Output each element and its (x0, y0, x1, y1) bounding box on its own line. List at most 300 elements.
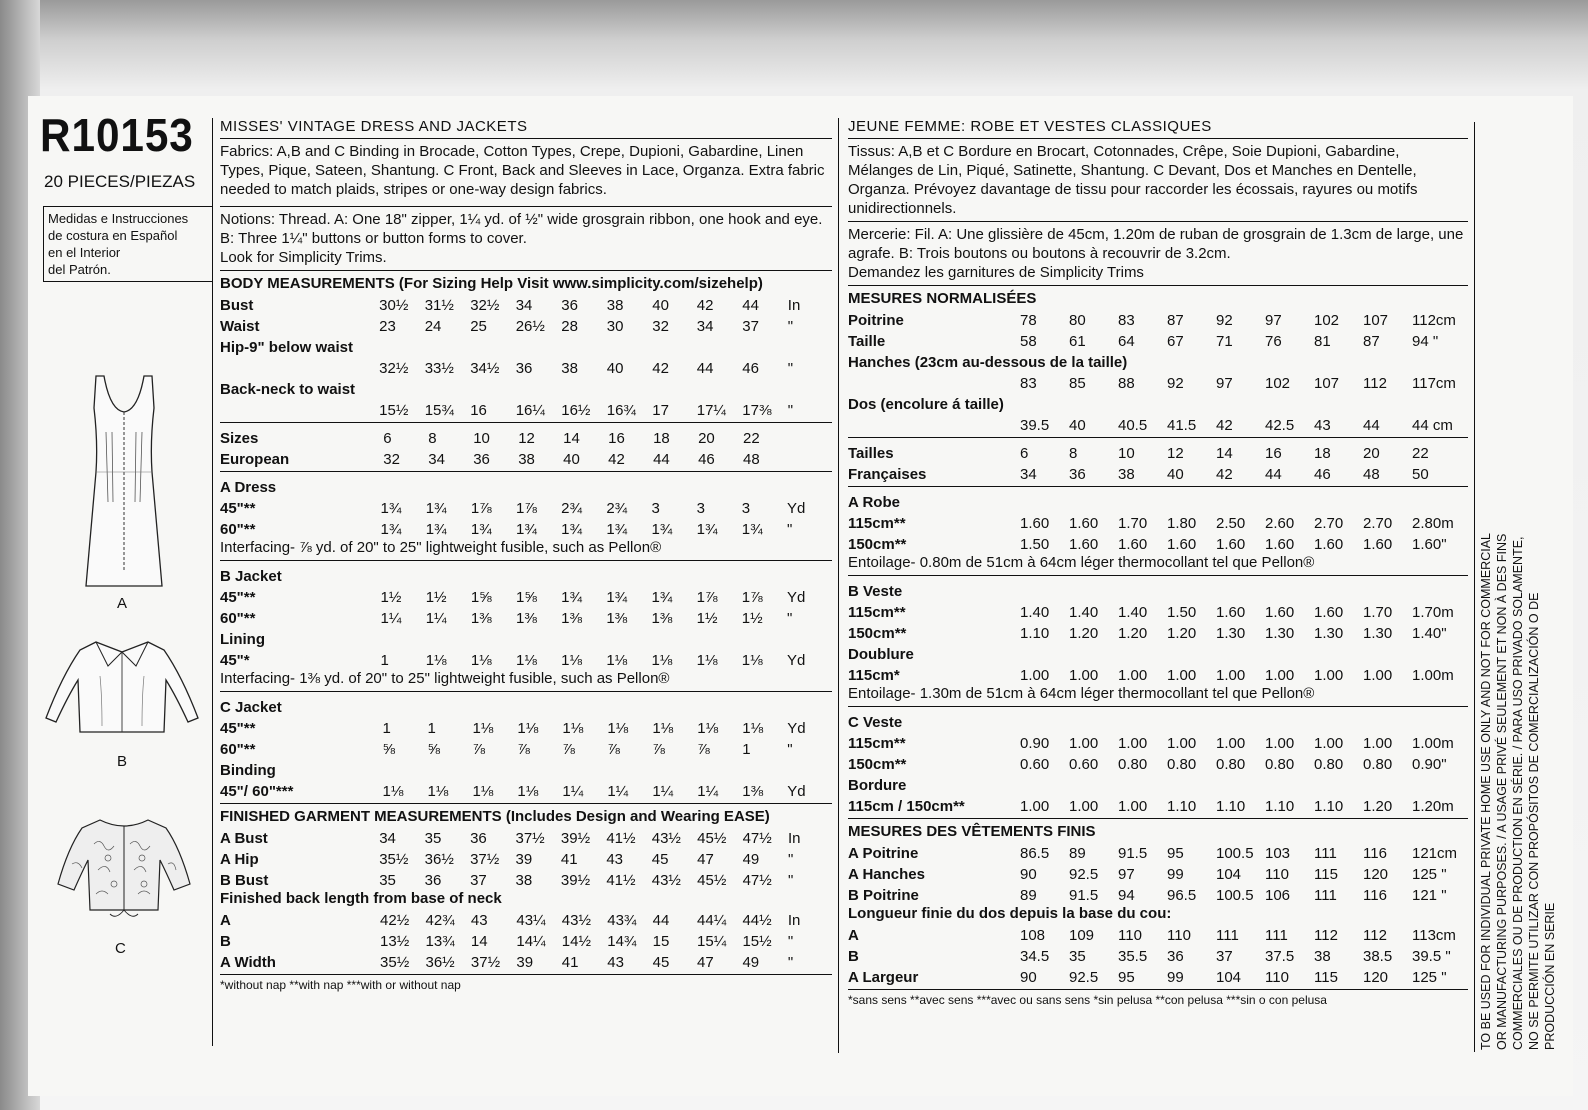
table-cell: 20 (698, 430, 715, 447)
table-cell: 110 (1167, 927, 1191, 944)
table-cell: 16¾ (606, 402, 636, 419)
table-cell: 34 (515, 297, 533, 314)
table-cell: 37 (1216, 948, 1233, 965)
table-cell: 1.20m (1412, 798, 1454, 815)
table-cell: " (787, 402, 794, 419)
table-row (220, 826, 832, 847)
table-cell: 115 (1314, 969, 1338, 986)
table-cell: 1⅞ (516, 500, 537, 517)
table-cell: 36 (1069, 466, 1086, 483)
table-cell: 1⅛ (742, 720, 764, 737)
table-cell: 90 (1020, 969, 1037, 986)
table-row (848, 579, 1461, 600)
table-cell: 35 (424, 830, 442, 847)
table-cell: 8 (428, 430, 437, 447)
table-cell: 1.50 (1167, 604, 1197, 621)
table-row (848, 329, 1461, 350)
table-cell: 1¾ (651, 589, 673, 606)
table-cell: " (786, 521, 793, 538)
table-cell: 87 (1363, 333, 1380, 350)
table-cell: 43½ (651, 872, 681, 889)
table-cell: 42½ (380, 912, 410, 929)
table-cell: 113cm (1412, 927, 1456, 944)
table-row (848, 794, 1461, 815)
divider (220, 138, 832, 139)
row-label: 115cm* (848, 667, 900, 684)
french-tissus: Tissus: A,B et C Bordure en Brocart, Cotonnades, Crêpe, Soie Dupioni, Gabardine, Mélanges de Lin, Piqué, Satinette, Shantung. C Devant, Dos et Manches en Dentelle, Organza. Prévoyez davantage de tissu pour raccorder les écossais, rayures ou motifs unidirectionnels. (848, 143, 1418, 217)
table-cell: 36 (470, 830, 487, 847)
table-cell: 1¾ (606, 589, 628, 606)
table-cell: 61 (1069, 333, 1086, 350)
english-body-table (220, 293, 832, 419)
table-cell: 1.60 (1314, 604, 1344, 621)
table-cell: 1½ (696, 610, 718, 627)
row-label: 60"** (220, 741, 256, 758)
divider (220, 691, 832, 692)
table-cell: 45½ (697, 872, 727, 889)
table-cell: 92 (1167, 375, 1184, 392)
french-robe-table (848, 490, 1461, 553)
table-cell: 99 (1167, 969, 1184, 986)
table-row (220, 447, 832, 468)
row-label: 115cm** (848, 604, 906, 621)
table-cell: 111 (1265, 927, 1288, 944)
table-cell: 111 (1314, 845, 1337, 862)
table-row (220, 758, 832, 779)
english-size-table (220, 426, 832, 468)
table-cell: 1¾ (380, 521, 402, 538)
row-label: 45"** (220, 589, 256, 606)
table-cell: 10 (473, 430, 490, 447)
table-cell: 38 (561, 360, 578, 377)
table-cell: 39½ (560, 872, 591, 889)
table-cell: 1.30 (1314, 625, 1344, 642)
table-cell: 42 (1216, 417, 1233, 434)
table-cell: 1⅛ (470, 652, 492, 669)
row-label: 115cm** (848, 735, 906, 752)
table-cell: 17¼ (696, 402, 726, 419)
table-cell: 16¼ (515, 402, 545, 419)
row-label: 45"* (220, 652, 250, 669)
table-cell: 44 cm (1412, 417, 1453, 434)
table-cell: 32½ (379, 360, 409, 377)
table-cell: 1.30 (1265, 625, 1295, 642)
table-cell: 34 (428, 451, 445, 468)
table-cell: 1⅛ (517, 720, 539, 737)
table-cell: 1⅜ (470, 610, 492, 627)
table-cell: 26½ (515, 318, 545, 335)
table-cell: Yd (787, 720, 806, 737)
table-cell: 116 (1363, 887, 1387, 904)
table-row (220, 314, 832, 335)
table-cell: In (787, 297, 801, 314)
row-label: European (220, 451, 290, 468)
row-label: Doublure (848, 646, 914, 663)
table-row (848, 663, 1461, 684)
table-cell: 106 (1265, 887, 1291, 904)
table-cell: " (787, 954, 794, 971)
table-cell: 1.00 (1363, 667, 1393, 684)
table-cell: 42 (608, 451, 625, 468)
table-cell: 23 (379, 318, 396, 335)
row-label: A Robe (848, 494, 900, 511)
table-cell: 43 (606, 851, 624, 868)
view-a-label: A (117, 595, 128, 612)
table-row (848, 642, 1461, 663)
table-cell: 1.30 (1363, 625, 1393, 642)
table-cell: 1⅝ (516, 589, 537, 606)
table-cell: 1⅞ (696, 589, 718, 606)
table-cell: 46 (698, 451, 715, 468)
table-cell: 1¼ (652, 783, 674, 800)
table-cell: 111 (1314, 887, 1337, 904)
table-row (848, 773, 1461, 794)
table-cell: 91.5 (1069, 887, 1099, 904)
table-cell: 41½ (606, 830, 636, 847)
table-row (220, 356, 832, 377)
table-cell: 92 (1216, 312, 1233, 329)
table-cell: 1¾ (696, 521, 718, 538)
row-label: 150cm** (848, 756, 907, 773)
table-row (220, 293, 832, 314)
table-cell: 1.00 (1216, 735, 1246, 752)
french-finished-table (848, 841, 1461, 904)
table-cell: 49 (742, 851, 760, 868)
row-label: A Width (220, 954, 276, 971)
divider (848, 437, 1468, 438)
table-cell: 89 (1020, 887, 1037, 904)
table-cell: 1.10 (1216, 798, 1246, 815)
table-row (220, 695, 832, 716)
table-row (848, 883, 1461, 904)
spanish-note-line: Medidas e Instrucciones (48, 211, 189, 226)
table-cell: 83 (1118, 312, 1135, 329)
table-cell: 1⅜ (516, 610, 537, 627)
table-cell: 18 (1314, 445, 1331, 462)
table-cell: 94 (1118, 887, 1135, 904)
table-cell: 1 (742, 741, 751, 758)
table-cell: In (788, 830, 801, 847)
table-cell: 1⅛ (606, 652, 628, 669)
table-cell: 120 (1363, 866, 1389, 883)
table-cell: 37½ (515, 830, 545, 847)
table-cell: 39 (515, 851, 533, 868)
view-b-jacket-sketch (42, 636, 202, 736)
table-cell: 25 (470, 318, 487, 335)
table-cell: 14 (470, 933, 488, 950)
table-cell: 1.00 (1020, 798, 1050, 815)
divider (220, 206, 832, 207)
table-cell: " (788, 872, 794, 889)
table-row (848, 441, 1461, 462)
table-cell: 43 (1314, 417, 1331, 434)
table-cell: 35½ (380, 954, 410, 971)
row-label: 150cm** (848, 625, 907, 642)
table-cell: 44½ (742, 912, 772, 929)
table-cell: 112 (1363, 375, 1387, 392)
row-label: 115cm** (848, 515, 906, 532)
row-label: Poitrine (848, 312, 904, 329)
table-cell: 48 (743, 451, 760, 468)
row-label: Françaises (848, 466, 927, 483)
table-row (220, 868, 832, 889)
table-cell: 1.60 (1069, 515, 1099, 532)
table-cell: 87 (1167, 312, 1184, 329)
table-cell: 0.80 (1216, 756, 1246, 773)
table-cell: 1¼ (697, 783, 719, 800)
table-cell: 99 (1167, 866, 1184, 883)
table-cell: 97 (1216, 375, 1233, 392)
table-cell: 35 (379, 872, 396, 889)
table-cell: 42 (652, 360, 669, 377)
table-cell: 1.00 (1069, 667, 1099, 684)
table-cell: 1¾ (470, 521, 492, 538)
piece-count: 20 PIECES/PIEZAS (44, 172, 196, 191)
table-cell: 1.20 (1118, 625, 1148, 642)
divider (220, 803, 832, 804)
row-label: Bordure (848, 777, 907, 794)
table-cell: 64 (1118, 333, 1135, 350)
table-row (848, 490, 1461, 511)
table-cell: 40 (652, 297, 669, 314)
french-veste-c-table (848, 710, 1461, 815)
table-cell: 91.5 (1118, 845, 1148, 862)
table-cell: 36 (561, 297, 578, 314)
table-cell: 17⅜ (742, 402, 772, 419)
table-cell: 44¼ (697, 912, 727, 929)
table-cell: 1.60 (1020, 515, 1050, 532)
table-cell: 14 (563, 430, 580, 447)
table-row (220, 908, 832, 929)
table-cell (788, 426, 832, 447)
table-cell: ⅞ (607, 741, 620, 758)
french-length-table (848, 923, 1461, 986)
row-label: Dos (encolure á taille) (848, 396, 1004, 413)
table-cell: 104 (1216, 969, 1242, 986)
table-cell: 30½ (379, 297, 409, 314)
table-cell: 102 (1265, 375, 1291, 392)
row-label: Hanches (23cm au-dessous de la taille) (848, 354, 1128, 371)
french-b-interfacing: Entoilage- 1.30m de 51cm à 64cm léger thermocollant tel que Pellon® (848, 685, 1315, 702)
table-cell: ⅞ (472, 741, 485, 758)
table-cell: 111 (1216, 927, 1239, 944)
table-cell: 0.80 (1363, 756, 1393, 773)
table-cell: 1.00 (1020, 667, 1050, 684)
table-cell: 1¼ (425, 610, 447, 627)
row-label: A Hip (220, 851, 259, 868)
table-cell: 3 (741, 500, 751, 517)
row-label: Back-neck to waist (220, 381, 356, 398)
table-cell: 1½ (425, 589, 447, 606)
row-label: C Veste (848, 714, 903, 731)
table-cell: 45 (651, 851, 669, 868)
table-cell: 83 (1020, 375, 1037, 392)
table-cell: 95 (1118, 969, 1135, 986)
english-column (220, 118, 832, 992)
table-row (220, 426, 832, 447)
english-body-heading: BODY MEASUREMENTS (For Sizing Help Visit www.simplicity.com/sizehelp) (220, 275, 763, 292)
table-cell: 38 (518, 451, 535, 468)
table-cell: 1.00m (1412, 735, 1454, 752)
table-cell: " (788, 851, 794, 868)
english-trims: Look for Simplicity Trims. (220, 249, 387, 266)
row-label: B Poitrine (848, 887, 919, 904)
table-cell: 35.5 (1118, 948, 1148, 965)
table-cell: 92.5 (1069, 866, 1099, 883)
table-row (848, 532, 1461, 553)
table-cell: 38 (1314, 948, 1331, 965)
table-cell: ⅝ (427, 741, 440, 758)
table-cell: 115 (1314, 866, 1338, 883)
table-cell: 41½ (606, 872, 636, 889)
table-cell: 1⅞ (741, 589, 763, 606)
table-cell: 1⅞ (470, 500, 492, 517)
table-cell: 1¾ (606, 521, 628, 538)
table-cell: 16 (470, 402, 487, 419)
table-cell: 1.60 (1265, 604, 1295, 621)
table-cell: 37½ (470, 851, 500, 868)
table-cell: 117cm (1412, 375, 1456, 392)
english-finished-table (220, 826, 832, 889)
row-label: 150cm** (848, 536, 907, 553)
row-label: Tailles (848, 445, 894, 462)
table-cell: 1¾ (741, 521, 763, 538)
table-cell: 37 (470, 872, 487, 889)
table-cell: 1¾ (561, 589, 583, 606)
table-cell: 0.80 (1167, 756, 1197, 773)
table-row (220, 398, 832, 419)
table-cell: 121 " (1412, 887, 1447, 904)
table-cell: 1.00 (1118, 798, 1148, 815)
table-row (220, 648, 832, 669)
table-cell: 2.50 (1216, 515, 1246, 532)
table-cell: 46 (742, 360, 759, 377)
table-cell: 0.60 (1069, 756, 1099, 773)
table-cell: 112 (1363, 927, 1387, 944)
table-cell: 31½ (424, 297, 454, 314)
table-cell: 1⅜ (742, 783, 764, 800)
table-cell: 17 (652, 402, 669, 419)
table-cell: 16½ (561, 402, 591, 419)
divider (220, 974, 832, 975)
table-cell: 47½ (742, 830, 772, 847)
table-cell: 16 (608, 430, 625, 447)
table-cell: 1⅜ (606, 610, 628, 627)
table-cell: 0.80 (1265, 756, 1295, 773)
table-cell: 1.10 (1167, 798, 1197, 815)
divider (220, 422, 832, 423)
row-label: Binding (220, 762, 276, 779)
table-cell: 44 (1363, 417, 1380, 434)
table-cell: 1.70m (1412, 604, 1454, 621)
row-label (220, 356, 379, 377)
table-cell: 1.00 (1118, 735, 1148, 752)
table-cell: 1⅛ (697, 720, 719, 737)
table-cell: 15¾ (424, 402, 454, 419)
table-cell: ⅞ (517, 741, 530, 758)
table-cell: 85 (1069, 375, 1086, 392)
table-cell: " (787, 360, 794, 377)
table-cell: 78 (1020, 312, 1037, 329)
table-cell: 14¼ (516, 933, 546, 950)
table-cell: 3 (651, 500, 660, 517)
table-cell: 48 (1363, 466, 1380, 483)
french-body-heading: MESURES NORMALISÉES (848, 290, 1037, 307)
table-cell: 1 (380, 652, 389, 669)
table-cell: 58 (1020, 333, 1037, 350)
table-cell: 0.80 (1118, 756, 1148, 773)
spanish-instructions-note (43, 206, 213, 282)
row-label: A Hanches (848, 866, 925, 883)
english-dress-table (220, 475, 832, 538)
table-cell: " (787, 933, 794, 950)
table-cell: 1¾ (380, 500, 402, 517)
table-cell: 43 (607, 954, 624, 971)
divider (848, 138, 1468, 139)
row-label: 45"** (220, 500, 256, 517)
divider (220, 560, 832, 561)
table-cell: 1⅛ (652, 720, 674, 737)
table-cell: 16 (1265, 445, 1282, 462)
table-cell: 80 (1069, 312, 1086, 329)
row-label (848, 371, 1020, 392)
table-row (220, 950, 832, 971)
row-label: A (220, 912, 231, 929)
divider (848, 706, 1468, 707)
table-cell: 1½ (741, 610, 763, 627)
table-cell: ⅞ (562, 741, 575, 758)
divider (848, 221, 1468, 222)
table-cell: 46 (1314, 466, 1331, 483)
row-label: Sizes (220, 430, 259, 447)
french-mercerie: Mercerie: Fil. A: Une glissière de 45cm, 1.20m de ruban de grosgrain de 1.3cm de large, une agrafe. B: Trois boutons ou boutons à recouvrir de 3.2cm. (848, 226, 1464, 262)
table-cell: 43¾ (607, 912, 637, 929)
table-cell: 110 (1265, 969, 1289, 986)
table-cell: 36 (1167, 948, 1184, 965)
table-cell: 1¼ (380, 610, 402, 627)
table-cell: 38 (606, 297, 624, 314)
table-cell: 38 (1118, 466, 1135, 483)
row-label: 115cm / 150cm** (848, 798, 965, 815)
table-cell: 1⅛ (472, 783, 494, 800)
table-cell: ⅝ (382, 741, 396, 758)
table-cell: 2.80m (1412, 515, 1454, 532)
table-cell: 36 (515, 360, 533, 377)
row-label (848, 413, 1020, 434)
table-cell: 1⅛ (517, 783, 539, 800)
french-trims: Demandez les garnitures de Simplicity Trims (848, 264, 1144, 281)
table-row (848, 752, 1461, 773)
table-cell: 0.80 (1314, 756, 1344, 773)
table-cell: 34 (1020, 466, 1037, 483)
table-cell: 112 (1314, 927, 1338, 944)
table-cell: 1⅛ (472, 720, 494, 737)
table-cell: 13¾ (425, 933, 455, 950)
usage-disclaimer: TO BE USED FOR INDIVIDUAL PRIVATE HOME USE ONLY AND NOT FOR COMMERCIAL OR MANUFACTURING PURPOSES. / A USAGE PRIVÉ SEULEMENT ET NON À DES FINS COMMERCIALES OU DE PRODUCTION EN SÉRIE. / PARA USO PRIVADO SOLAMENTE, NO SE PERMITE UTILIZAR CON PROPÓSITOS DE COMERCIALIZACIÓN O DE PRODUCCIÓN EN SERIE (1479, 533, 1557, 1050)
english-a-interfacing: Interfacing- ⅞ yd. of 20" to 25" lightweight fusible, such as Pellon® (220, 539, 662, 556)
row-label: A Poitrine (848, 845, 919, 862)
table-cell: 1.30 (1216, 625, 1246, 642)
table-row (220, 779, 832, 800)
table-row (848, 392, 1461, 413)
table-cell: 67 (1167, 333, 1184, 350)
table-cell: 81 (1314, 333, 1331, 350)
table-cell: 39 (516, 954, 534, 971)
table-cell: 40 (563, 451, 580, 468)
french-finished-heading: MESURES DES VÊTEMENTS FINIS (848, 823, 1096, 840)
table-cell: 44 (652, 912, 670, 929)
table-cell: 1⅛ (382, 783, 404, 800)
